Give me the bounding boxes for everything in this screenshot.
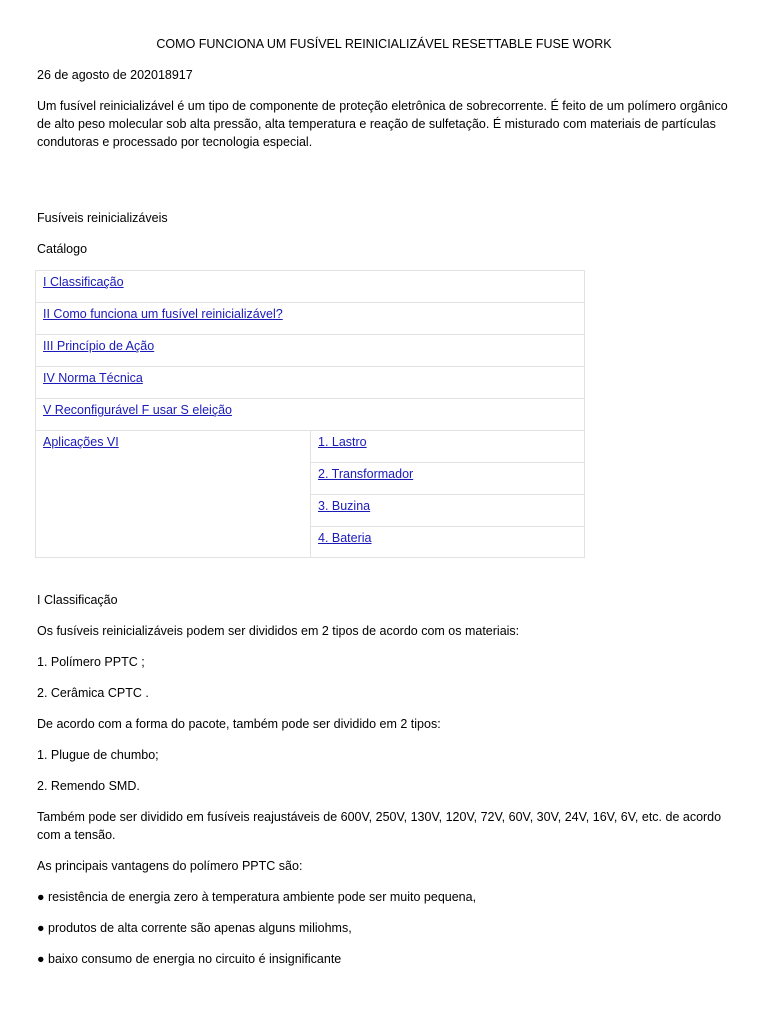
list-item: 2. Cerâmica CPTC . [37,686,149,700]
section-paragraph: Os fusíveis reinicializáveis podem ser divididos em 2 tipos de acordo com os materiais: [37,624,520,638]
catalog-row [36,399,584,431]
catalog-row [36,367,584,399]
catalog-row [36,271,584,303]
intro-paragraph: Um fusível reinicializável é um tipo de componente de proteção eletrônica de sobrecorrente. É feito de um polímero orgânico de alto peso molecular sob alta pressão, alta temperatura e reação de sulfetação. É misturado com materiais de partículas condutoras e processado por tecnologia especial. [37,99,728,149]
catalog-link-principio[interactable]: III Princípio de Ação [43,339,155,353]
subject-heading: Fusíveis reinicializáveis [37,211,168,225]
application-link-lastro[interactable]: 1. Lastro [318,435,367,449]
catalog-link-aplicacoes[interactable]: Aplicações VI [43,435,119,449]
list-item: 1. Plugue de chumbo; [37,748,159,762]
section-heading-classificacao: I Classificação [37,593,118,607]
list-item: 2. Remendo SMD. [37,779,140,793]
section-paragraph: Também pode ser dividido em fusíveis reajustáveis de 600V, 250V, 130V, 120V, 72V, 60V, 30V, 24V, 16V, 6V, etc. de acordo com a tensão. [37,810,722,842]
catalog-row [36,335,584,367]
application-row [311,495,584,527]
catalog-link-reconfiguravel[interactable]: V Reconfigurável F usar S eleição [43,403,232,417]
application-row [311,431,584,463]
catalog-link-como-funciona[interactable]: II Como funciona um fusível reinicializável? [43,307,283,321]
document-date: 26 de agosto de 202018917 [37,68,193,82]
application-link-transformador[interactable]: 2. Transformador [318,467,414,481]
catalog-link-norma[interactable]: IV Norma Técnica [43,371,143,385]
catalog-row [36,303,584,335]
list-item: 1. Polímero PPTC ; [37,655,145,669]
bullet-item: ● produtos de alta corrente são apenas alguns miliohms, [37,921,352,935]
bullet-item: ● baixo consumo de energia no circuito é insignificante [37,952,342,966]
bullet-item: ● resistência de energia zero à temperatura ambiente pode ser muito pequena, [37,890,477,904]
section-paragraph: De acordo com a forma do pacote, também pode ser dividido em 2 tipos: [37,717,441,731]
section-paragraph: As principais vantagens do polímero PPTC são: [37,859,303,873]
document-title: COMO FUNCIONA UM FUSÍVEL REINICIALIZÁVEL RESETTABLE FUSE WORK [156,37,612,51]
catalog-link-classificacao[interactable]: I Classificação [43,275,124,289]
catalog-heading: Catálogo [37,242,88,256]
application-row [311,463,584,495]
catalog-table [35,270,585,558]
application-link-bateria[interactable]: 4. Bateria [318,531,372,545]
application-row [311,527,584,559]
application-link-buzina[interactable]: 3. Buzina [318,499,371,513]
